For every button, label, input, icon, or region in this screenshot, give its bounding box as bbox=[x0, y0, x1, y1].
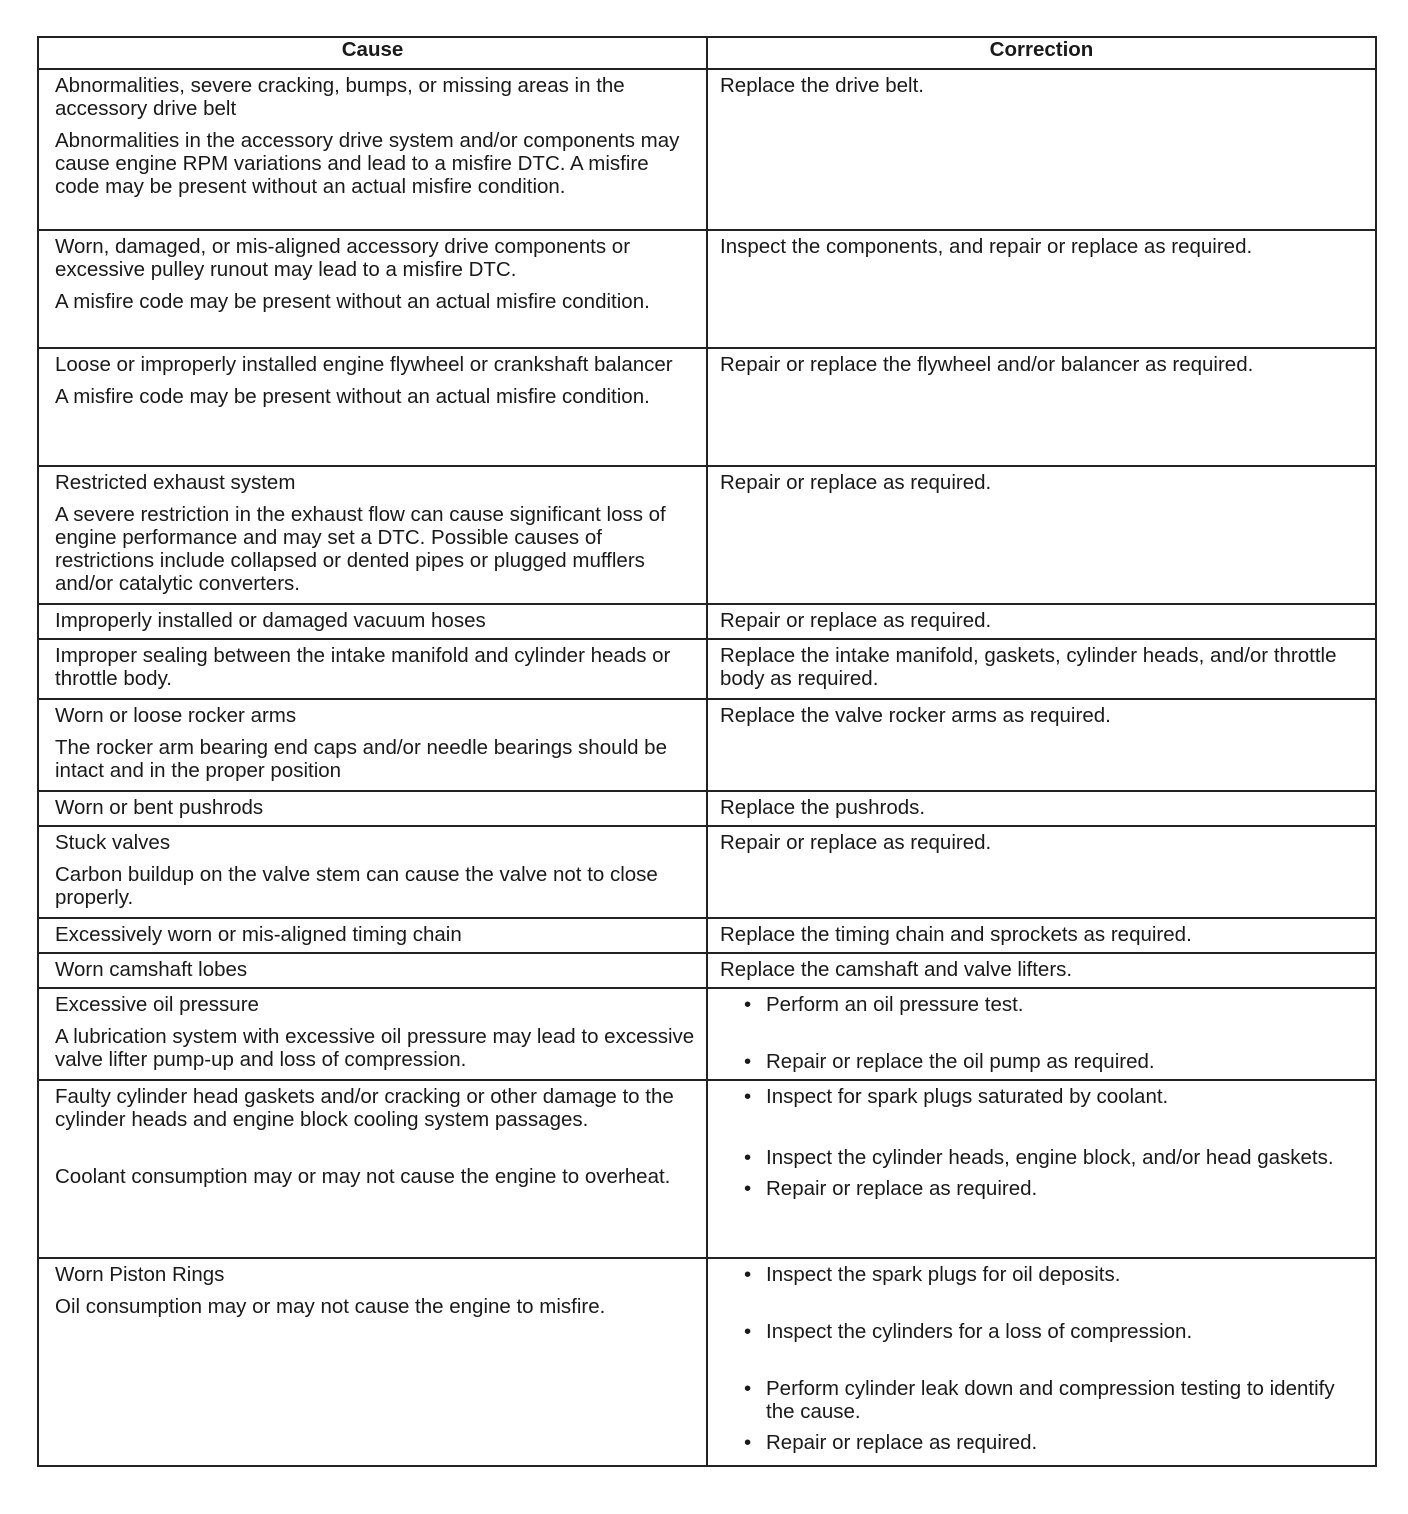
correction-item: • Inspect the spark plugs for oil deposits. bbox=[720, 1263, 1365, 1286]
correction-text: Replace the drive belt. bbox=[720, 74, 924, 97]
cause-title: Loose or improperly installed engine flywheel or crankshaft balancer bbox=[55, 353, 673, 376]
cause-title: Worn or loose rocker arms bbox=[55, 704, 297, 727]
cause-cell bbox=[38, 466, 707, 604]
cause-note: Abnormalities in the accessory drive system and/or components may cause engine RPM variations and lead to a misfire DTC. A misfire code may be present without an actual misfire condition. bbox=[55, 129, 680, 198]
correction-text: Replace the pushrods. bbox=[720, 796, 926, 819]
correction-item: • Inspect the cylinder heads, engine block, and/or head gaskets. bbox=[720, 1146, 1365, 1169]
table-row bbox=[38, 699, 1376, 791]
correction-text: Replace the valve rocker arms as required. bbox=[720, 704, 1111, 727]
cause-title: Worn, damaged, or mis-aligned accessory drive components or excessive pulley runout may lead to a misfire DTC. bbox=[55, 235, 631, 281]
cause-title: Worn Piston Rings bbox=[55, 1263, 225, 1286]
cause-cell bbox=[38, 639, 707, 699]
table-row bbox=[38, 69, 1376, 230]
correction-cell bbox=[707, 699, 1376, 791]
cause-note: A misfire code may be present without an actual misfire condition. bbox=[55, 385, 650, 408]
table-row bbox=[38, 1258, 1376, 1466]
correction-item: • Repair or replace as required. bbox=[720, 1431, 1365, 1454]
table-row bbox=[38, 348, 1376, 466]
correction-cell bbox=[707, 1080, 1376, 1258]
cause-correction-table bbox=[37, 36, 1377, 1467]
cause-title: Improperly installed or damaged vacuum hoses bbox=[55, 609, 486, 632]
cause-title: Abnormalities, severe cracking, bumps, or missing areas in the accessory drive belt bbox=[55, 74, 625, 120]
cause-note: A misfire code may be present without an actual misfire condition. bbox=[55, 290, 650, 313]
cause-note: Oil consumption may or may not cause the engine to misfire. bbox=[55, 1295, 606, 1318]
correction-cell bbox=[707, 69, 1376, 230]
correction-text: Replace the timing chain and sprockets as required. bbox=[720, 923, 1192, 946]
correction-cell bbox=[707, 230, 1376, 348]
cause-note: Carbon buildup on the valve stem can cause the valve not to close properly. bbox=[55, 863, 658, 909]
cause-cell bbox=[38, 953, 707, 988]
correction-cell bbox=[707, 918, 1376, 953]
correction-cell bbox=[707, 826, 1376, 918]
table-row bbox=[38, 791, 1376, 826]
correction-cell bbox=[707, 639, 1376, 699]
correction-text: Replace the camshaft and valve lifters. bbox=[720, 958, 1073, 981]
cause-title: Excessive oil pressure bbox=[55, 993, 259, 1016]
cause-cell bbox=[38, 230, 707, 348]
table-row bbox=[38, 604, 1376, 639]
correction-list bbox=[720, 993, 1365, 1073]
cause-cell bbox=[38, 1080, 707, 1258]
correction-text: Replace the intake manifold, gaskets, cylinder heads, and/or throttle body as required. bbox=[720, 644, 1337, 690]
cause-note: The rocker arm bearing end caps and/or needle bearings should be intact and in the proper position bbox=[55, 736, 667, 782]
cause-cell bbox=[38, 604, 707, 639]
correction-text: Repair or replace the flywheel and/or balancer as required. bbox=[720, 353, 1254, 376]
cause-cell bbox=[38, 918, 707, 953]
correction-item: • Repair or replace as required. bbox=[720, 1177, 1365, 1200]
correction-item: • Inspect the cylinders for a loss of compression. bbox=[720, 1320, 1365, 1343]
cause-cell bbox=[38, 699, 707, 791]
correction-cell bbox=[707, 1258, 1376, 1466]
cause-cell bbox=[38, 826, 707, 918]
table-row bbox=[38, 988, 1376, 1080]
correction-text: Repair or replace as required. bbox=[720, 609, 992, 632]
cause-cell bbox=[38, 348, 707, 466]
cause-note: A lubrication system with excessive oil pressure may lead to excessive valve lifter pump-up and loss of compression. bbox=[55, 1025, 695, 1071]
correction-text: Inspect the components, and repair or replace as required. bbox=[720, 235, 1253, 258]
cause-note: A severe restriction in the exhaust flow can cause significant loss of engine performance and may set a DTC. Possible causes of restrictions include collapsed or dented pipes or plugged mufflers and/or catalytic converters. bbox=[55, 503, 666, 595]
correction-item: • Inspect for spark plugs saturated by coolant. bbox=[720, 1085, 1365, 1108]
table-row bbox=[38, 1080, 1376, 1258]
cause-note: Coolant consumption may or may not cause the engine to overheat. bbox=[55, 1165, 671, 1188]
correction-cell bbox=[707, 953, 1376, 988]
table-row bbox=[38, 826, 1376, 918]
correction-text: Repair or replace as required. bbox=[720, 471, 992, 494]
table-row bbox=[38, 466, 1376, 604]
correction-item: • Perform cylinder leak down and compression testing to identify the cause. bbox=[720, 1377, 1365, 1423]
table-row bbox=[38, 230, 1376, 348]
cause-title: Excessively worn or mis-aligned timing chain bbox=[55, 923, 462, 946]
correction-cell bbox=[707, 348, 1376, 466]
correction-cell bbox=[707, 791, 1376, 826]
correction-text: Repair or replace as required. bbox=[720, 831, 992, 854]
table-row bbox=[38, 639, 1376, 699]
header-cause: Cause bbox=[38, 37, 707, 69]
cause-title: Stuck valves bbox=[55, 831, 171, 854]
correction-cell bbox=[707, 988, 1376, 1080]
header-correction: Correction bbox=[707, 37, 1376, 69]
header-row bbox=[38, 37, 1376, 69]
correction-list bbox=[720, 1263, 1365, 1454]
table-row bbox=[38, 918, 1376, 953]
cause-title: Worn camshaft lobes bbox=[55, 958, 248, 981]
cause-cell bbox=[38, 988, 707, 1080]
correction-cell bbox=[707, 604, 1376, 639]
cause-title: Faulty cylinder head gaskets and/or cracking or other damage to the cylinder heads and engine block cooling system passages. bbox=[55, 1085, 674, 1131]
cause-cell bbox=[38, 69, 707, 230]
correction-list bbox=[720, 1085, 1365, 1200]
cause-title: Restricted exhaust system bbox=[55, 471, 296, 494]
correction-item: • Perform an oil pressure test. bbox=[720, 993, 1365, 1016]
cause-cell bbox=[38, 1258, 707, 1466]
cause-cell bbox=[38, 791, 707, 826]
cause-title: Worn or bent pushrods bbox=[55, 796, 264, 819]
correction-cell bbox=[707, 466, 1376, 604]
cause-title: Improper sealing between the intake manifold and cylinder heads or throttle body. bbox=[55, 644, 671, 690]
table-row bbox=[38, 953, 1376, 988]
correction-item: • Repair or replace the oil pump as required. bbox=[720, 1050, 1365, 1073]
